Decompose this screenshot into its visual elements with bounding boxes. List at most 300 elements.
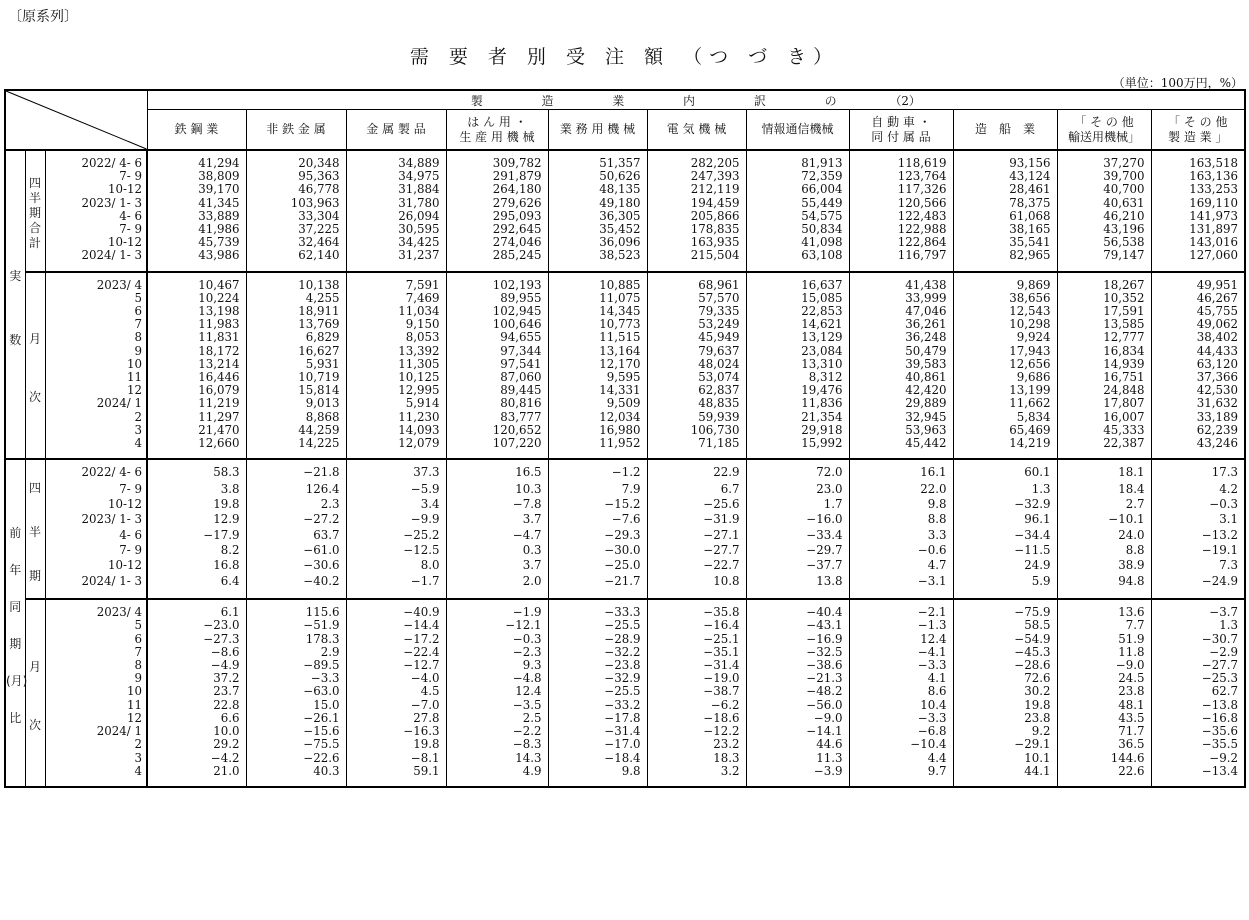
table-cell: 37,270 [1057, 150, 1151, 170]
table-cell: −4.0 [346, 672, 446, 685]
table-cell: 16,627 [246, 345, 346, 358]
table-cell: 38,402 [1151, 331, 1245, 344]
table-cell: −21.8 [246, 459, 346, 482]
table-cell: 34,889 [346, 150, 446, 170]
table-cell: 61,068 [953, 210, 1057, 223]
table-cell: 19.8 [953, 699, 1057, 712]
table-cell: 3.3 [849, 529, 953, 544]
table-cell: 31,884 [346, 183, 446, 196]
column-header-line: 電 気 機 械 [666, 122, 727, 136]
table-cell: 14,225 [246, 437, 346, 450]
table-cell: 143,016 [1151, 236, 1245, 249]
table-cell: 141,973 [1151, 210, 1245, 223]
table-cell: 12.4 [446, 685, 548, 698]
table-cell: 102,193 [446, 272, 548, 292]
table-cell: 291,879 [446, 170, 548, 183]
table-cell: 16,637 [746, 272, 849, 292]
table-cell: 82,965 [953, 249, 1057, 262]
spacer-cell [746, 450, 849, 459]
table-cell: 12,777 [1057, 331, 1151, 344]
table-cell: 37.2 [147, 672, 246, 685]
table-cell: 4.2 [1151, 483, 1245, 498]
table-cell: 163,935 [647, 236, 746, 249]
table-cell: 14,219 [953, 437, 1057, 450]
table-row [5, 345, 1245, 358]
spacer-cell [147, 450, 246, 459]
row-label: 2022/ 4- 6 [45, 459, 147, 482]
table-cell: 21.0 [147, 765, 246, 778]
table-cell: −21.7 [548, 575, 647, 590]
table-cell: 39,700 [1057, 170, 1151, 183]
row-label: 7 [45, 318, 147, 331]
table-cell: 11,662 [953, 397, 1057, 410]
table-cell: −17.9 [147, 529, 246, 544]
table-cell: 23.7 [147, 685, 246, 698]
column-header-line: 輸送用機械」 [1067, 129, 1140, 144]
table-cell: −7.0 [346, 699, 446, 712]
table-cell: −25.0 [548, 559, 647, 574]
table-row [5, 544, 1245, 559]
table-cell: 30.2 [953, 685, 1057, 698]
row-label: 9 [45, 345, 147, 358]
table-cell: 43,196 [1057, 223, 1151, 236]
table-cell: 30,595 [346, 223, 446, 236]
table-cell: −9.2 [1151, 752, 1245, 765]
table-cell: 31,237 [346, 249, 446, 262]
table-cell: −26.1 [246, 712, 346, 725]
table-cell: 9.8 [849, 498, 953, 513]
table-cell: 13,310 [746, 358, 849, 371]
table-cell: 295,093 [446, 210, 548, 223]
table-cell: 1.7 [746, 498, 849, 513]
table-cell: 63,108 [746, 249, 849, 262]
table-cell: 39,170 [147, 183, 246, 196]
table-cell: 60.1 [953, 459, 1057, 482]
table-cell: 309,782 [446, 150, 548, 170]
table-cell: −7.8 [446, 498, 548, 513]
table-cell: 18,172 [147, 345, 246, 358]
table-cell: 12.4 [849, 633, 953, 646]
table-cell: 131,897 [1151, 223, 1245, 236]
table-row [5, 765, 1245, 778]
table-cell: 23.8 [1057, 685, 1151, 698]
column-header-11 [1151, 110, 1245, 151]
table-cell: 31,780 [346, 197, 446, 210]
table-cell: 15,814 [246, 384, 346, 397]
column-header-line: 「 そ の 他 [1168, 114, 1228, 129]
spacer-cell [1151, 263, 1245, 272]
table-cell: 36,248 [849, 331, 953, 344]
table-cell: 96.1 [953, 513, 1057, 528]
table-cell: 40.3 [246, 765, 346, 778]
table-cell: 87,060 [446, 371, 548, 384]
table-cell: 58.5 [953, 619, 1057, 632]
table-cell: 47,046 [849, 305, 953, 318]
table-cell: 20,348 [246, 150, 346, 170]
table-cell: 14,345 [548, 305, 647, 318]
table-cell: 94,655 [446, 331, 548, 344]
table-cell: 120,566 [849, 197, 953, 210]
table-cell: 3.8 [147, 483, 246, 498]
subgroup-label-shihanki_gokei: 四半期合計 [25, 150, 45, 272]
table-cell: 10.3 [446, 483, 548, 498]
table-cell: 274,046 [446, 236, 548, 249]
spacer-cell [1057, 590, 1151, 599]
table-cell: 264,180 [446, 183, 548, 196]
table-cell: 44.6 [746, 738, 849, 751]
table-cell: −25.5 [548, 685, 647, 698]
table-cell: −0.6 [849, 544, 953, 559]
spacer-cell [45, 778, 147, 787]
table-cell: −22.4 [346, 646, 446, 659]
table-cell: 18.4 [1057, 483, 1151, 498]
row-label: 9 [45, 672, 147, 685]
table-cell: −38.7 [647, 685, 746, 698]
table-cell: 9,686 [953, 371, 1057, 384]
table-cell: 40,861 [849, 371, 953, 384]
table-row [5, 150, 1245, 170]
table-cell: 12.9 [147, 513, 246, 528]
table-cell: 95,363 [246, 170, 346, 183]
table-cell: −35.1 [647, 646, 746, 659]
row-label: 7- 9 [45, 544, 147, 559]
table-cell: −19.0 [647, 672, 746, 685]
table-cell: −22.6 [246, 752, 346, 765]
table-cell: 17.3 [1151, 459, 1245, 482]
table-cell: 6.7 [647, 483, 746, 498]
table-cell: 94.8 [1057, 575, 1151, 590]
table-cell: −1.9 [446, 599, 548, 619]
table-cell: 10,885 [548, 272, 647, 292]
table-cell: −25.6 [647, 498, 746, 513]
table-cell: −13.8 [1151, 699, 1245, 712]
row-label: 7- 9 [45, 223, 147, 236]
table-cell: 44,259 [246, 424, 346, 437]
table-cell: 45,755 [1151, 305, 1245, 318]
table-cell: 36,305 [548, 210, 647, 223]
table-cell: 43.5 [1057, 712, 1151, 725]
table-cell: 57,570 [647, 292, 746, 305]
table-cell: −13.2 [1151, 529, 1245, 544]
table-cell: 65,469 [953, 424, 1057, 437]
table-cell: 16,751 [1057, 371, 1151, 384]
table-cell: 35,452 [548, 223, 647, 236]
spacer-cell [548, 590, 647, 599]
spacer-cell [548, 450, 647, 459]
column-header-line: 「 そ の 他 [1074, 114, 1134, 129]
table-cell: 178.3 [246, 633, 346, 646]
table-cell: 7,591 [346, 272, 446, 292]
table-cell: 53,963 [849, 424, 953, 437]
table-cell: 33,889 [147, 210, 246, 223]
column-header-line: 同 付 属 品 [871, 129, 931, 144]
table-cell: 115.6 [246, 599, 346, 619]
table-cell: 100,646 [446, 318, 548, 331]
table-cell: −29.3 [548, 529, 647, 544]
table-cell: 59,939 [647, 411, 746, 424]
table-cell: −18.6 [647, 712, 746, 725]
table-cell: 106,730 [647, 424, 746, 437]
table-cell: −7.6 [548, 513, 647, 528]
table-cell: 9,509 [548, 397, 647, 410]
table-row [5, 738, 1245, 751]
table-cell: 44,433 [1151, 345, 1245, 358]
table-cell: 11,515 [548, 331, 647, 344]
table-cell: 38,809 [147, 170, 246, 183]
table-cell: 28,461 [953, 183, 1057, 196]
table-cell: 43,124 [953, 170, 1057, 183]
table-row [5, 752, 1245, 765]
table-cell: 11,075 [548, 292, 647, 305]
table-cell: 33,999 [849, 292, 953, 305]
table-cell: 9,013 [246, 397, 346, 410]
table-cell: 118,619 [849, 150, 953, 170]
spacer-cell [45, 263, 147, 272]
table-cell: 62.7 [1151, 685, 1245, 698]
table-cell: 10,773 [548, 318, 647, 331]
table-cell: 54,575 [746, 210, 849, 223]
table-cell: 5,834 [953, 411, 1057, 424]
table-cell: 3.7 [446, 559, 548, 574]
table-cell: 9,924 [953, 331, 1057, 344]
column-header-line: 自 動 車 ・ [871, 114, 931, 129]
table-cell: −35.5 [1151, 738, 1245, 751]
table-cell: 14.3 [446, 752, 548, 765]
table-cell: 11,831 [147, 331, 246, 344]
table-cell: −2.3 [446, 646, 548, 659]
table-cell: 10,298 [953, 318, 1057, 331]
row-label: 10-12 [45, 498, 147, 513]
table-cell: 83,777 [446, 411, 548, 424]
row-label: 4 [45, 437, 147, 450]
table-cell: −4.2 [147, 752, 246, 765]
spacer-cell [849, 590, 953, 599]
table-cell: 6.1 [147, 599, 246, 619]
row-label: 5 [45, 619, 147, 632]
table-cell: 39,583 [849, 358, 953, 371]
table-row [5, 685, 1245, 698]
table-cell: 81,913 [746, 150, 849, 170]
table-cell: −48.2 [746, 685, 849, 698]
table-cell: 11,297 [147, 411, 246, 424]
table-cell: 50,479 [849, 345, 953, 358]
row-label: 4- 6 [45, 529, 147, 544]
row-label: 12 [45, 712, 147, 725]
table-cell: −15.2 [548, 498, 647, 513]
table-cell: 15.0 [246, 699, 346, 712]
table-cell: 17,591 [1057, 305, 1151, 318]
table-cell: 13,198 [147, 305, 246, 318]
table-cell: 2.0 [446, 575, 548, 590]
table-cell: 3.4 [346, 498, 446, 513]
table-cell: 46,778 [246, 183, 346, 196]
spacer-cell [548, 263, 647, 272]
table-cell: 18,267 [1057, 272, 1151, 292]
table-cell: 79,637 [647, 345, 746, 358]
table-cell: 178,835 [647, 223, 746, 236]
table-row [5, 397, 1245, 410]
table-cell: −12.7 [346, 659, 446, 672]
table-cell: 23,084 [746, 345, 849, 358]
table-cell: 35,541 [953, 236, 1057, 249]
table-cell: 163,518 [1151, 150, 1245, 170]
spacer-cell [849, 263, 953, 272]
table-cell: 4,255 [246, 292, 346, 305]
table-cell: 5.9 [953, 575, 1057, 590]
table-cell: −27.3 [147, 633, 246, 646]
column-header-line: は ん 用 ・ [467, 114, 527, 129]
row-label: 12 [45, 384, 147, 397]
table-cell: −10.1 [1057, 513, 1151, 528]
table-cell: 8,868 [246, 411, 346, 424]
table-cell: 102,945 [446, 305, 548, 318]
table-cell: 10,352 [1057, 292, 1151, 305]
table-cell: 9.8 [548, 765, 647, 778]
diagonal-line [6, 91, 147, 149]
table-cell: 66,004 [746, 183, 849, 196]
table-cell: 45,333 [1057, 424, 1151, 437]
table-cell: −40.2 [246, 575, 346, 590]
spacer-cell [746, 590, 849, 599]
table-cell: 13,769 [246, 318, 346, 331]
table-cell: 7.3 [1151, 559, 1245, 574]
table-cell: −33.2 [548, 699, 647, 712]
table-row [5, 599, 1245, 619]
table-cell: 49,180 [548, 197, 647, 210]
table-cell: −27.2 [246, 513, 346, 528]
table-row [5, 529, 1245, 544]
table-cell: −3.9 [746, 765, 849, 778]
table-cell: 8,312 [746, 371, 849, 384]
table-cell: 48,135 [548, 183, 647, 196]
table-cell: −4.8 [446, 672, 548, 685]
table-cell: 63.7 [246, 529, 346, 544]
table-cell: 17,943 [953, 345, 1057, 358]
column-header-5 [548, 110, 647, 151]
table-cell: −1.2 [548, 459, 647, 482]
spacer-cell [647, 590, 746, 599]
table-cell: 16,980 [548, 424, 647, 437]
table-cell: −25.5 [548, 619, 647, 632]
table-cell: 10,125 [346, 371, 446, 384]
table-cell: 5,914 [346, 397, 446, 410]
table-cell: 8.6 [849, 685, 953, 698]
table-cell: 22.9 [647, 459, 746, 482]
table-cell: −40.4 [746, 599, 849, 619]
table-cell: −40.9 [346, 599, 446, 619]
spacer-cell [746, 778, 849, 787]
table-cell: −9.9 [346, 513, 446, 528]
table-cell: 23.2 [647, 738, 746, 751]
table-cell: 12,660 [147, 437, 246, 450]
table-cell: 11,034 [346, 305, 446, 318]
table-cell: 6,829 [246, 331, 346, 344]
table-cell: 2.5 [446, 712, 548, 725]
column-header-line: 金 属 製 品 [366, 122, 426, 136]
table-cell: 14,093 [346, 424, 446, 437]
table-row [5, 459, 1245, 482]
table-cell: 12,543 [953, 305, 1057, 318]
table-cell: 2.7 [1057, 498, 1151, 513]
table-cell: 16.8 [147, 559, 246, 574]
spacer-cell [647, 450, 746, 459]
table-cell: −2.9 [1151, 646, 1245, 659]
orders-table [4, 89, 1246, 788]
spacer-cell [246, 263, 346, 272]
table-cell: −3.1 [849, 575, 953, 590]
table-cell: 103,963 [246, 197, 346, 210]
spacer-cell [849, 778, 953, 787]
table-cell: 24,848 [1057, 384, 1151, 397]
table-cell: 71.7 [1057, 725, 1151, 738]
table-cell: 79,335 [647, 305, 746, 318]
table-cell: 12,995 [346, 384, 446, 397]
table-cell: −37.7 [746, 559, 849, 574]
table-cell: −17.8 [548, 712, 647, 725]
row-label: 6 [45, 633, 147, 646]
table-cell: 117,326 [849, 183, 953, 196]
table-cell: 11,230 [346, 411, 446, 424]
row-label: 7- 9 [45, 170, 147, 183]
table-cell: 3.7 [446, 513, 548, 528]
table-cell: −31.4 [548, 725, 647, 738]
table-cell: 2.9 [246, 646, 346, 659]
table-cell: 11,836 [746, 397, 849, 410]
table-cell: −16.3 [346, 725, 446, 738]
table-cell: 19,476 [746, 384, 849, 397]
table-cell: −25.3 [1151, 672, 1245, 685]
table-cell: −3.5 [446, 699, 548, 712]
spacer-cell [1057, 450, 1151, 459]
table-cell: 215,504 [647, 249, 746, 262]
table-cell: −45.3 [953, 646, 1057, 659]
row-label: 3 [45, 752, 147, 765]
table-cell: −6.2 [647, 699, 746, 712]
table-cell: 45,442 [849, 437, 953, 450]
table-cell: 122,864 [849, 236, 953, 249]
spacer-cell [1151, 778, 1245, 787]
spacer-cell [1151, 590, 1245, 599]
table-cell: −0.3 [446, 633, 548, 646]
spacer-cell [446, 778, 548, 787]
table-cell: 122,483 [849, 210, 953, 223]
table-cell: 7,469 [346, 292, 446, 305]
table-cell: 13,585 [1057, 318, 1151, 331]
table-cell: 11,219 [147, 397, 246, 410]
table-cell: 34,975 [346, 170, 446, 183]
spacer-cell [446, 263, 548, 272]
table-cell: −8.3 [446, 738, 548, 751]
table-cell: −25.2 [346, 529, 446, 544]
row-label: 2023/ 1- 3 [45, 197, 147, 210]
table-cell: 123,764 [849, 170, 953, 183]
table-cell: −10.4 [849, 738, 953, 751]
table-cell: 80,816 [446, 397, 548, 410]
table-cell: 292,645 [446, 223, 548, 236]
table-cell: −16.0 [746, 513, 849, 528]
table-cell: −16.8 [1151, 712, 1245, 725]
table-cell: 4.9 [446, 765, 548, 778]
table-cell: 29,889 [849, 397, 953, 410]
table-cell: 14,331 [548, 384, 647, 397]
table-cell: −23.0 [147, 619, 246, 632]
table-cell: −5.9 [346, 483, 446, 498]
table-cell: 10,224 [147, 292, 246, 305]
table-cell: 40,631 [1057, 197, 1151, 210]
table-cell: 34,425 [346, 236, 446, 249]
table-cell: −28.9 [548, 633, 647, 646]
table-cell: 51.9 [1057, 633, 1151, 646]
